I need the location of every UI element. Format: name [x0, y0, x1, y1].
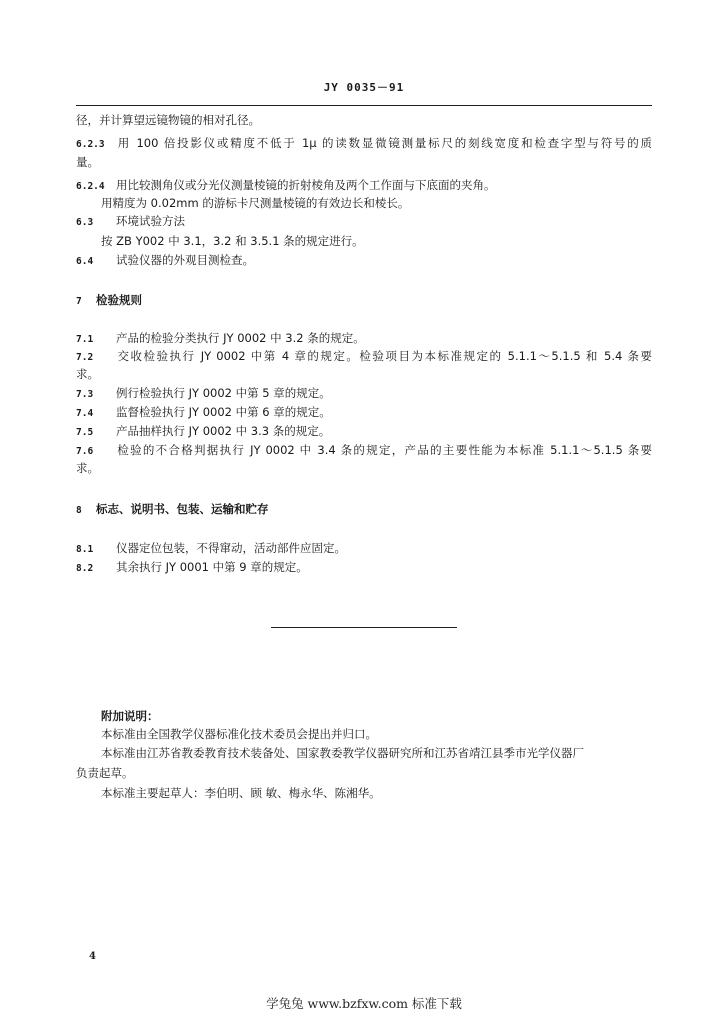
clause-text: 求。 — [76, 461, 99, 475]
clause-6-2-4-continuation — [101, 196, 652, 211]
note-title: 附加说明： — [101, 709, 159, 723]
clause-number: 7.6 — [76, 446, 94, 457]
clause-number: 8.2 — [76, 563, 94, 574]
clause-6-2-3-continuation — [76, 155, 652, 170]
clause-text: 仪器定位包装，不得窜动，活动部件应固定。 — [116, 541, 346, 555]
clause-7-3 — [76, 386, 652, 402]
clause-6-3-continuation — [101, 234, 652, 249]
header-rule — [76, 105, 652, 106]
clause-number: 6.3 — [76, 217, 94, 228]
clause-text: 试验仪器的外观目测检查。 — [116, 253, 254, 267]
note-line: 本标准由江苏省教委教育技术装备处、国家教委教学仪器研究所和江苏省靖江县季市光学仪器厂 — [101, 746, 584, 760]
clause-text: 环境试验方法 — [116, 214, 185, 228]
page-number: 4 — [89, 951, 96, 962]
clause-text: 用比较测角仪或分光仪测量棱镜的折射棱角及两个工作面与下底面的夹角。 — [116, 178, 496, 192]
note-line: 本标准由全国教学仪器标准化技术委员会提出并归口。 — [101, 727, 377, 741]
clause-number: 6.4 — [76, 256, 94, 267]
clause-text: 用 100 倍投影仪或精度不低于 1μ 的读数显微镜测量标尺的刻线宽度和检查字型与符号的质 — [116, 136, 652, 150]
document-code: JY 0035－91 — [323, 81, 405, 94]
section-7-heading — [76, 293, 652, 309]
clause-text: 其余执行 JY 0001 中第 9 章的规定。 — [116, 560, 308, 574]
clause-number: 7.5 — [76, 427, 94, 438]
section-number: 7 — [76, 296, 82, 307]
clause-7-2 — [76, 349, 652, 365]
clause-7-1 — [76, 331, 652, 347]
section-8-heading — [76, 502, 652, 518]
clause-number: 8.1 — [76, 544, 94, 555]
clause-text: 用精度为 0.02mm 的游标卡尺测量棱镜的有效边长和棱长。 — [101, 196, 410, 210]
paragraph-continuation — [76, 113, 652, 128]
paragraph-text: 径，并计算望远镜物镜的相对孔径。 — [76, 113, 260, 127]
clause-7-6 — [76, 443, 652, 459]
clause-text: 按 ZB Y002 中 3.1，3.2 和 3.5.1 条的规定进行。 — [101, 234, 364, 248]
clause-6-2-4 — [76, 178, 652, 194]
clause-6-3 — [76, 214, 652, 230]
clause-text: 产品抽样执行 JY 0002 中 3.3 条的规定。 — [116, 424, 331, 438]
note-line: 本标准主要起草人：李伯明、顾 敏、梅永华、陈湘华。 — [101, 786, 381, 800]
clause-text: 检验的不合格判据执行 JY 0002 中 3.4 条的规定，产品的主要性能为本标准 5.1.1～5.1.5 条要 — [116, 443, 652, 457]
clause-7-4 — [76, 405, 652, 421]
clause-6-2-3 — [76, 136, 652, 152]
clause-8-2 — [76, 560, 652, 576]
clause-number: 7.4 — [76, 408, 94, 419]
end-of-standard-rule — [271, 627, 457, 628]
footer-watermark-text: 学兔兔 www.bzfxw.com 标准下载 — [266, 996, 462, 1011]
clause-number: 7.3 — [76, 389, 94, 400]
clause-text: 监督检验执行 JY 0002 中第 6 章的规定。 — [116, 405, 331, 419]
clause-number: 7.2 — [76, 352, 94, 363]
section-number: 8 — [76, 505, 82, 516]
clause-number: 7.1 — [76, 334, 94, 345]
clause-7-6-continuation — [76, 461, 652, 476]
clause-7-2-continuation — [76, 367, 652, 382]
clause-8-1 — [76, 541, 652, 557]
clause-6-4 — [76, 253, 652, 269]
clause-text: 量。 — [76, 155, 99, 169]
clause-text: 求。 — [76, 367, 99, 381]
clause-text: 例行检验执行 JY 0002 中第 5 章的规定。 — [116, 386, 331, 400]
clause-number: 6.2.3 — [76, 139, 105, 150]
clause-number: 6.2.4 — [76, 181, 105, 192]
note-line: 负责起草。 — [76, 766, 134, 780]
clause-text: 交收检验执行 JY 0002 中第 4 章的规定。检验项目为本标准规定的 5.1.1～5.1.5 和 5.4 条要 — [116, 349, 652, 363]
clause-7-5 — [76, 424, 652, 440]
section-title: 标志、说明书、包装、运输和贮存 — [96, 502, 269, 516]
section-title: 检验规则 — [96, 293, 142, 307]
clause-text: 产品的检验分类执行 JY 0002 中 3.2 条的规定。 — [116, 331, 365, 345]
